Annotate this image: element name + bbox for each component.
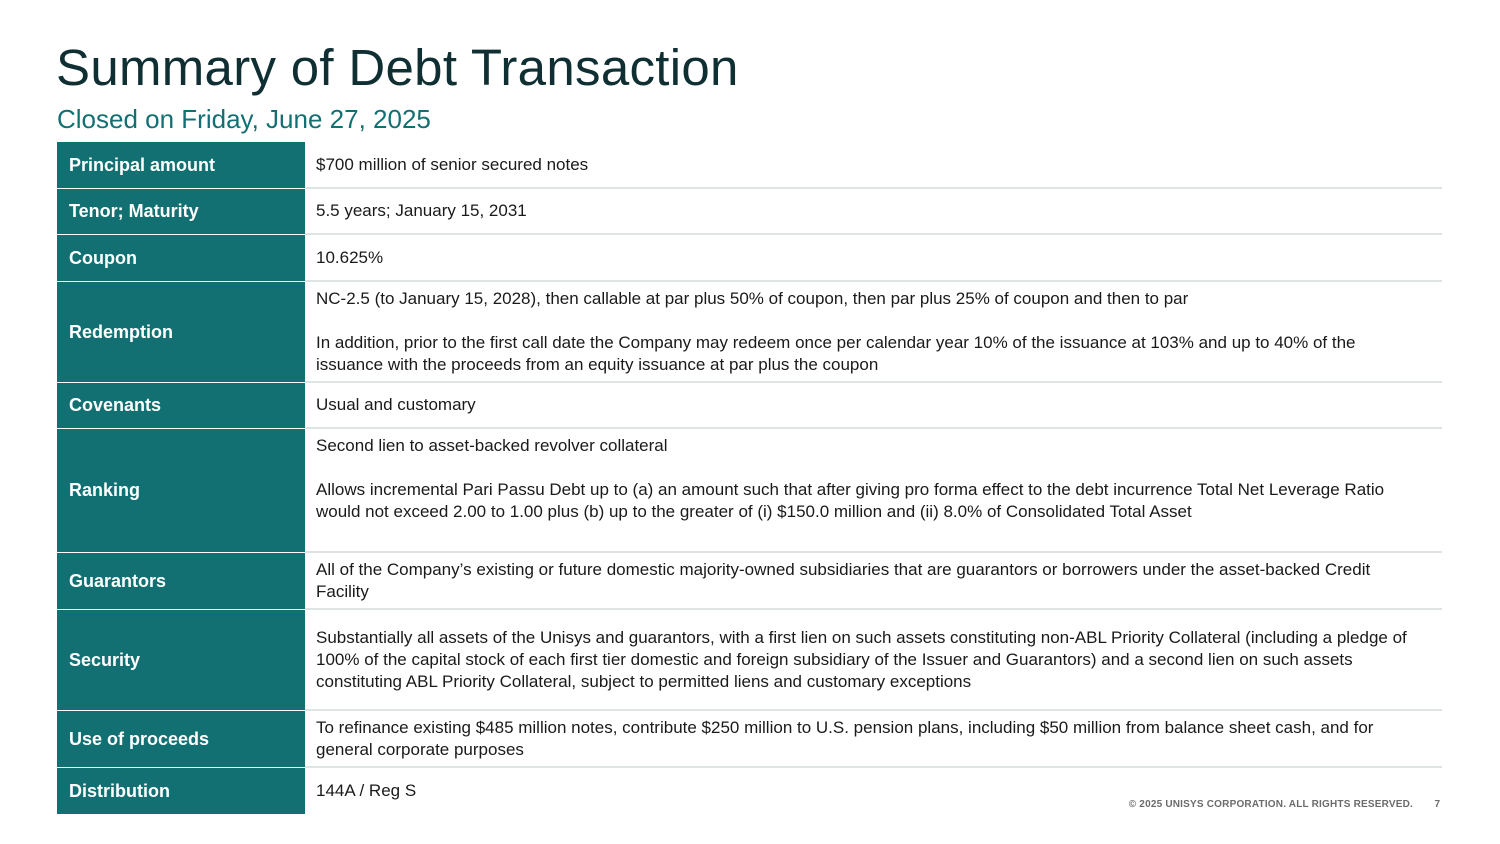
term-value-covenants — [305, 383, 1442, 429]
term-label-covenants: Covenants — [57, 383, 305, 429]
term-value-security — [305, 610, 1442, 711]
term-value-coupon — [305, 235, 1442, 282]
term-value-text-secondary: In addition, prior to the first call date the Company may redeem once per calendar year 10% of the issuance at 103% and up to 40% of the issuance with the proceeds from an equity issuance at par plus the coupon — [316, 333, 1356, 374]
term-value-text: Usual and customary — [316, 395, 476, 414]
term-label-principal-amount: Principal amount — [57, 142, 305, 189]
term-value-text: NC-2.5 (to January 15, 2028), then callable at par plus 50% of coupon, then par plus 25% of coupon and then to par — [316, 289, 1189, 308]
term-label-coupon: Coupon — [57, 235, 305, 282]
term-label-use-of-proceeds: Use of proceeds — [57, 711, 305, 768]
term-value-text: All of the Company’s existing or future domestic majority-owned subsidiaries that are guarantors or borrowers under the asset-backed Credit Facility — [316, 559, 1371, 601]
term-value-use-of-proceeds — [305, 711, 1442, 768]
term-label-redemption: Redemption — [57, 282, 305, 383]
term-label-ranking: Ranking — [57, 429, 305, 553]
term-value-text: 5.5 years; January 15, 2031 — [316, 201, 527, 220]
term-label-distribution: Distribution — [57, 768, 305, 814]
term-value-redemption — [305, 282, 1442, 383]
term-value-tenor-maturity — [305, 189, 1442, 235]
term-value-text: Second lien to asset-backed revolver collateral — [316, 436, 668, 455]
term-value-text: 144A / Reg S — [316, 781, 417, 800]
footer-copyright: © 2025 UNISYS CORPORATION. ALL RIGHTS RESERVED. — [1128, 799, 1413, 810]
page-subtitle: Closed on Friday, June 27, 2025 — [57, 104, 431, 134]
term-value-guarantors — [305, 553, 1442, 610]
term-label-security: Security — [57, 610, 305, 711]
page-number: 7 — [1434, 799, 1440, 810]
term-label-tenor-maturity: Tenor; Maturity — [57, 189, 305, 235]
term-label-guarantors: Guarantors — [57, 553, 305, 610]
page-title: Summary of Debt Transaction — [56, 39, 739, 96]
term-value-text: Substantially all assets of the Unisys and guarantors, with a first lien on such assets constituting non-ABL Priority Collateral (including a pledge of 100% of the capital stock of each first tier domestic and foreign subsidiary of the Issuer and Guarantors) and a second lien on such assets constituting ABL Priority Collateral, subject to permitted liens and customary exceptions — [316, 627, 1407, 691]
term-value-ranking — [305, 429, 1442, 553]
terms-table — [57, 142, 1442, 814]
term-value-text: 10.625% — [316, 247, 384, 267]
term-value-text: To refinance existing $485 million notes, contribute $250 million to U.S. pension plans, including $50 million from balance sheet cash, and for general corporate purposes — [316, 717, 1374, 759]
term-value-text-secondary: Allows incremental Pari Passu Debt up to (a) an amount such that after giving pro forma effect to the debt incurrence Total Net Leverage Ratio would not exceed 2.00 to 1.00 plus (b) up to the greater of (i) $150.0 million and (ii) 8.0% of Consolidated Total Asset — [316, 480, 1385, 521]
term-value-principal-amount — [305, 142, 1442, 189]
term-value-text: $700 million of senior secured notes — [316, 154, 589, 174]
